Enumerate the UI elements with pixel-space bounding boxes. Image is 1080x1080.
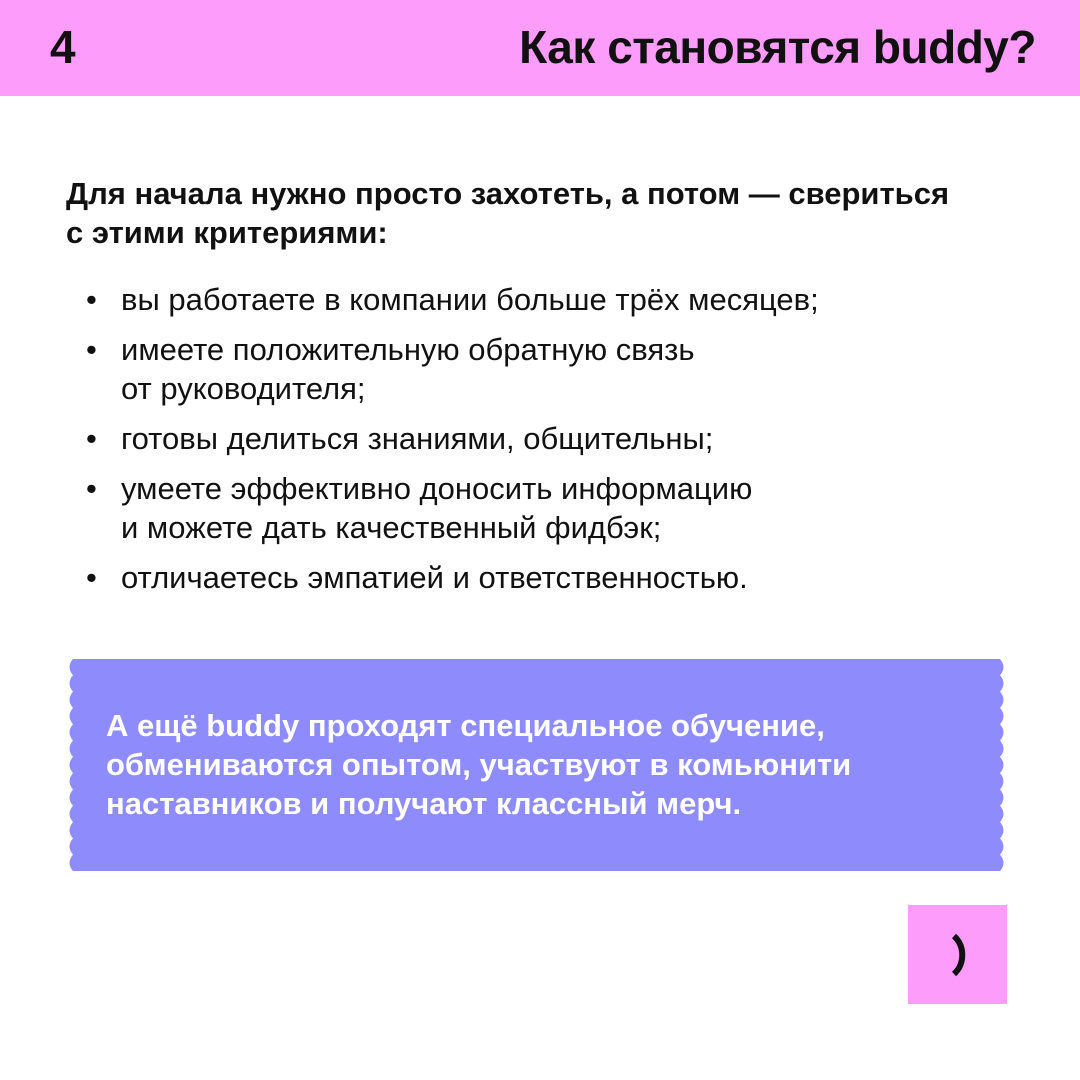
wavy-edge-right: [993, 659, 1007, 871]
next-button[interactable]: [908, 905, 1007, 1004]
list-item: [66, 419, 966, 458]
list-item: [66, 469, 966, 547]
page-number: 4: [50, 21, 76, 73]
wavy-edge-path: [1000, 659, 1007, 871]
intro-text: Для начала нужно просто захотеть, а потом — сверитьcя с этими критериями:: [66, 176, 950, 250]
wavy-edge-left: [66, 659, 80, 871]
callout-text: А ещё buddy проходят специальное обучение, обмениваются опытом, участвуют в комьюнити наставников и получают классный мерч.: [106, 708, 852, 821]
callout-ticket: [66, 659, 1007, 871]
bullet-icon: •: [86, 560, 97, 595]
criteria-list: [66, 280, 966, 608]
bullet-icon: •: [86, 282, 97, 317]
bullet-icon: •: [86, 332, 97, 367]
page-title: Как становятся buddy?: [519, 21, 1036, 73]
right-parenthesis-arrow-icon: [946, 930, 970, 980]
list-item-text: вы работаете в компании больше трёх месяцев;: [121, 282, 819, 317]
wavy-edge-path: [66, 659, 73, 871]
list-item: [66, 330, 966, 408]
list-item-text: умеете эффективно доносить информацию и можете дать качественный фидбэк;: [121, 471, 753, 545]
bullet-icon: •: [86, 421, 97, 456]
list-item-text: имеете положительную обратную связь от руководителя;: [121, 332, 695, 406]
list-item-text: отличаетесь эмпатией и ответственностью.: [121, 560, 748, 595]
bullet-icon: •: [86, 471, 97, 506]
header-bar: [0, 0, 1080, 96]
list-item: [66, 558, 966, 597]
list-item-text: готовы делиться знаниями, общительны;: [121, 421, 714, 456]
list-item: [66, 280, 966, 319]
